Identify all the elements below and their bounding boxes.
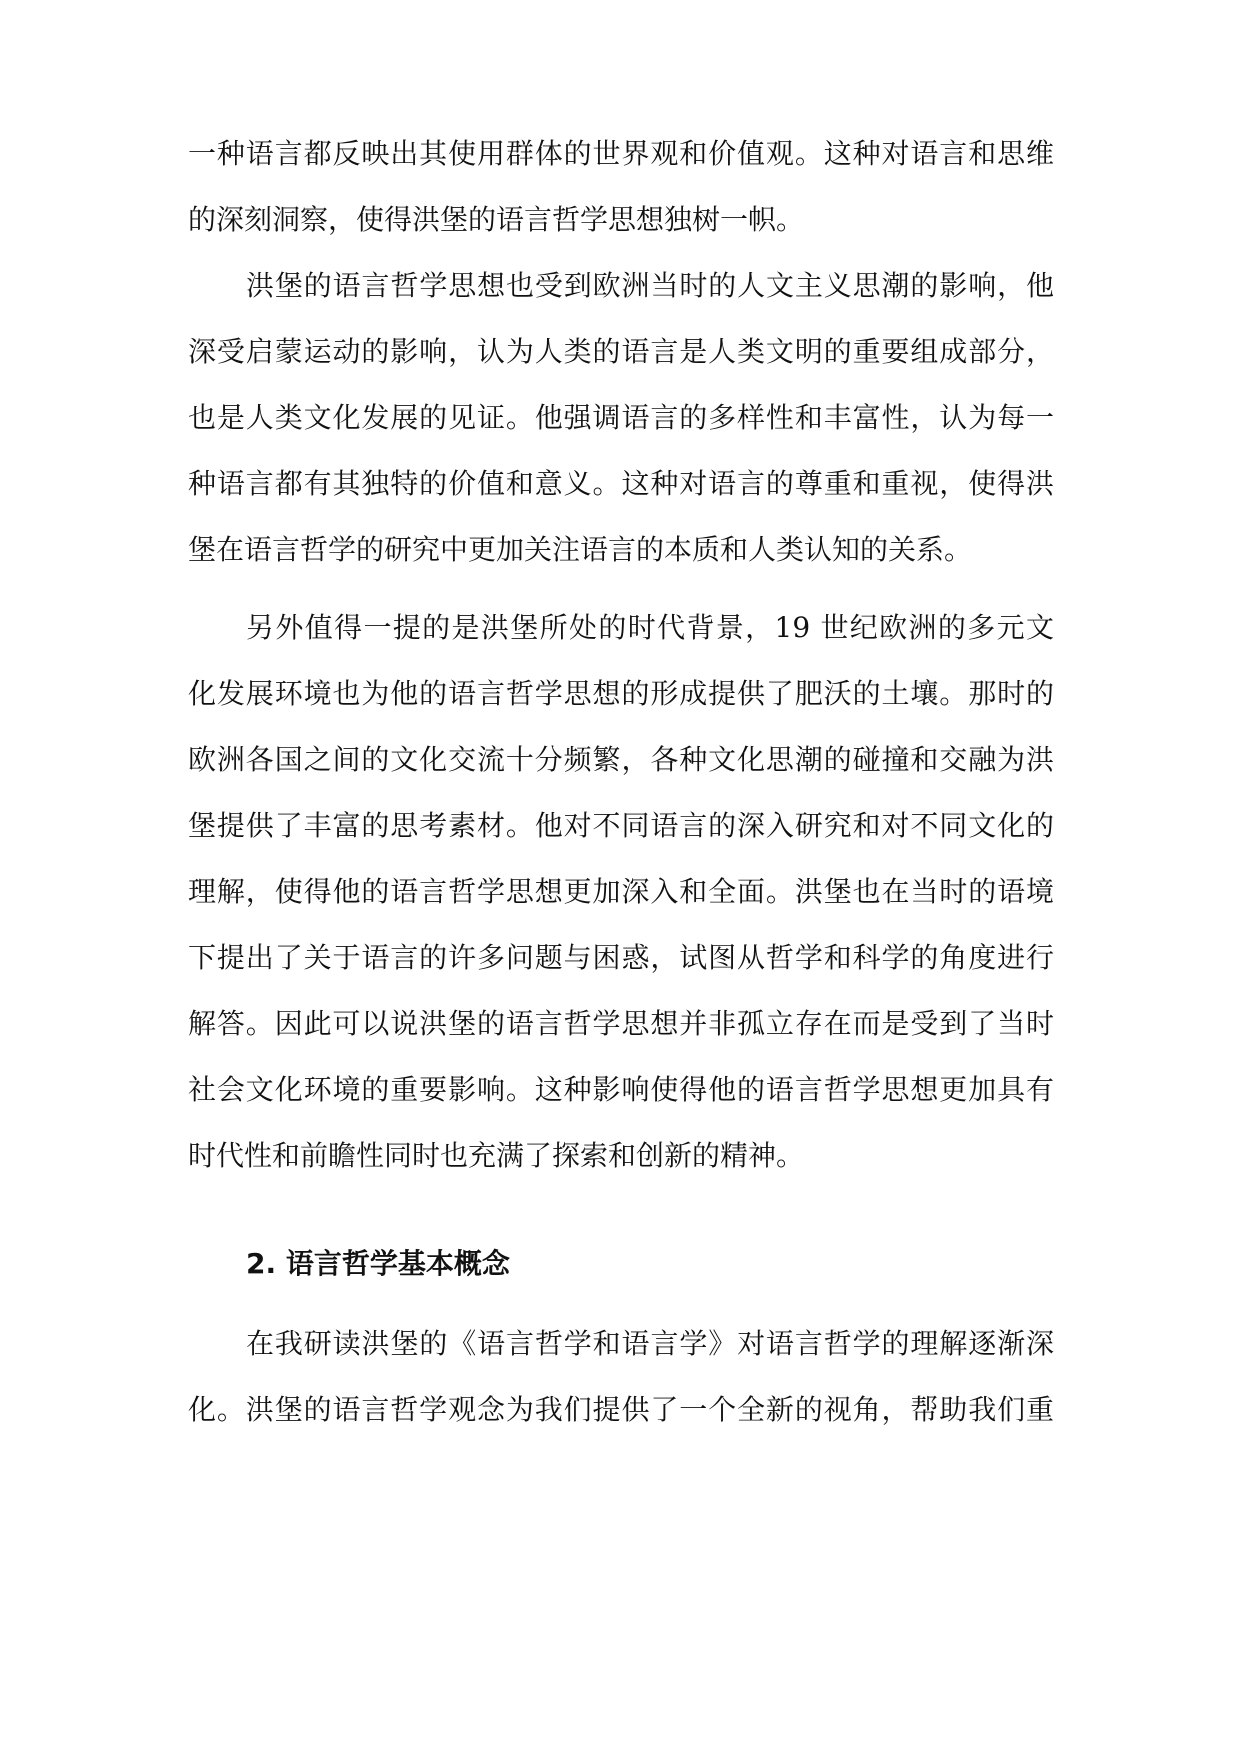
section-heading: 2. 语言哲学基本概念 xyxy=(246,1247,510,1280)
body-text-line: 社会文化环境的重要影响。这种影响使得他的语言哲学思想更加具有 xyxy=(188,1073,1054,1106)
body-text-line: 化。洪堡的语言哲学观念为我们提供了一个全新的视角，帮助我们重 xyxy=(188,1393,1054,1426)
body-text-line: 的深刻洞察，使得洪堡的语言哲学思想独树一帜。 xyxy=(188,203,805,236)
body-text-line: 堡在语言哲学的研究中更加关注语言的本质和人类认知的关系。 xyxy=(188,533,973,566)
body-text-line: 堡提供了丰富的思考素材。他对不同语言的深入研究和对不同文化的 xyxy=(188,809,1054,842)
body-text-line: 也是人类文化发展的见证。他强调语言的多样性和丰富性，认为每一 xyxy=(188,401,1054,434)
body-text-line: 深受启蒙运动的影响，认为人类的语言是人类文明的重要组成部分， xyxy=(188,335,1054,368)
paragraph-first-line: 洪堡的语言哲学思想也受到欧洲当时的人文主义思潮的影响，他 xyxy=(246,269,1054,302)
paragraph-first-line: 另外值得一提的是洪堡所处的时代背景，19 世纪欧洲的多元文 xyxy=(246,611,1054,644)
body-text-line: 解答。因此可以说洪堡的语言哲学思想并非孤立存在而是受到了当时 xyxy=(188,1007,1054,1040)
body-text-line: 一种语言都反映出其使用群体的世界观和价值观。这种对语言和思维 xyxy=(188,137,1054,170)
paragraph-first-line: 在我研读洪堡的《语言哲学和语言学》对语言哲学的理解逐渐深 xyxy=(246,1327,1054,1360)
body-text-line: 时代性和前瞻性同时也充满了探索和创新的精神。 xyxy=(188,1139,805,1172)
body-text-line: 化发展环境也为他的语言哲学思想的形成提供了肥沃的土壤。那时的 xyxy=(188,677,1054,710)
body-text-line: 理解，使得他的语言哲学思想更加深入和全面。洪堡也在当时的语境 xyxy=(188,875,1054,908)
body-text-line: 下提出了关于语言的许多问题与困惑，试图从哲学和科学的角度进行 xyxy=(188,941,1054,974)
body-text-line: 种语言都有其独特的价值和意义。这种对语言的尊重和重视，使得洪 xyxy=(188,467,1054,500)
body-text-line: 欧洲各国之间的文化交流十分频繁，各种文化思潮的碰撞和交融为洪 xyxy=(188,743,1054,776)
